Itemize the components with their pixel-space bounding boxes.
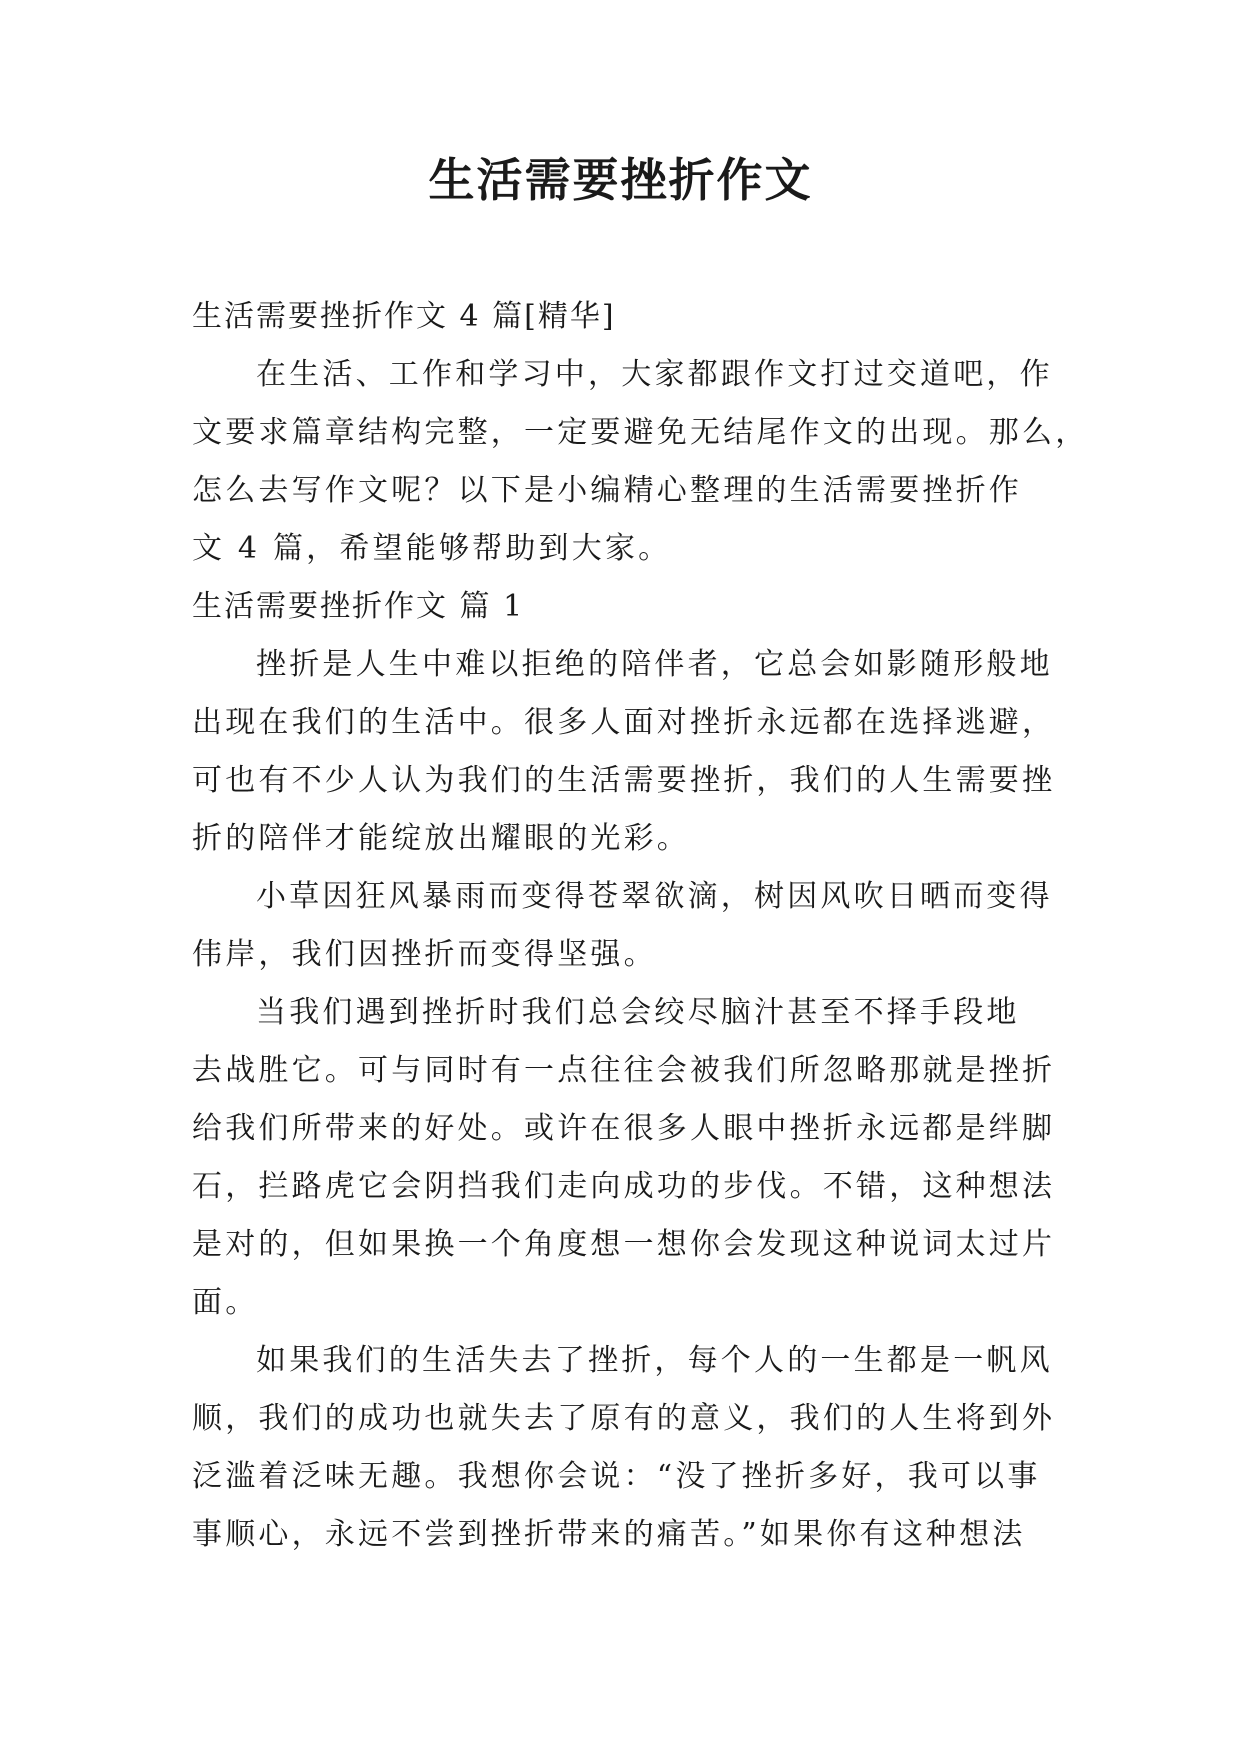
paragraph-line: 面。 [192,1285,259,1320]
paragraph-line: 事顺心，永远不尝到挫折带来的痛苦。”如果你有这种想法 [192,1517,1026,1552]
paragraph-line: 出现在我们的生活中。很多人面对挫折永远都在选择逃避， [192,705,1056,740]
paragraph-line: 折的陪伴才能绽放出耀眼的光彩。 [192,821,690,856]
document-title: 生活需要挫折作文 [428,153,813,207]
paragraph-line: 当我们遇到挫折时我们总会绞尽脑汁甚至不择手段地 [256,995,1020,1030]
paragraph-line: 小草因狂风暴雨而变得苍翠欲滴，树因风吹日晒而变得 [256,879,1053,914]
paragraph-line: 给我们所带来的好处。或许在很多人眼中挫折永远都是绊脚 [192,1111,1056,1146]
intro-line: 文要求篇章结构完整，一定要避免无结尾作文的出现。那么， [192,415,1089,450]
section-heading: 生活需要挫折作文 篇 1 [192,589,525,624]
document-body [192,288,1089,1564]
paragraph-line: 如果我们的生活失去了挫折，每个人的一生都是一帆风 [256,1343,1053,1378]
paragraph-line: 顺，我们的成功也就失去了原有的意义，我们的人生将到外 [192,1401,1056,1436]
article-subtitle: 生活需要挫折作文 4 篇[精华] [192,299,616,334]
paragraph-line: 石，拦路虎它会阴挡我们走向成功的步伐。不错，这种想法 [192,1169,1056,1204]
intro-line: 在生活、工作和学习中，大家都跟作文打过交道吧，作 [256,357,1053,392]
paragraph-line: 泛滥着泛味无趣。我想你会说：“没了挫折多好，我可以事 [192,1459,1041,1494]
paragraph-line: 挫折是人生中难以拒绝的陪伴者，它总会如影随形般地 [256,647,1053,682]
intro-line: 文 4 篇，希望能够帮助到大家。 [192,531,672,566]
paragraph-line: 可也有不少人认为我们的生活需要挫折，我们的人生需要挫 [192,763,1056,798]
intro-line: 怎么去写作文呢？以下是小编精心整理的生活需要挫折作 [192,473,1022,508]
paragraph-line: 伟岸，我们因挫折而变得坚强。 [192,937,657,972]
paragraph-line: 去战胜它。可与同时有一点往往会被我们所忽略那就是挫折 [192,1053,1056,1088]
paragraph-line: 是对的，但如果换一个角度想一想你会发现这种说词太过片 [192,1227,1056,1262]
